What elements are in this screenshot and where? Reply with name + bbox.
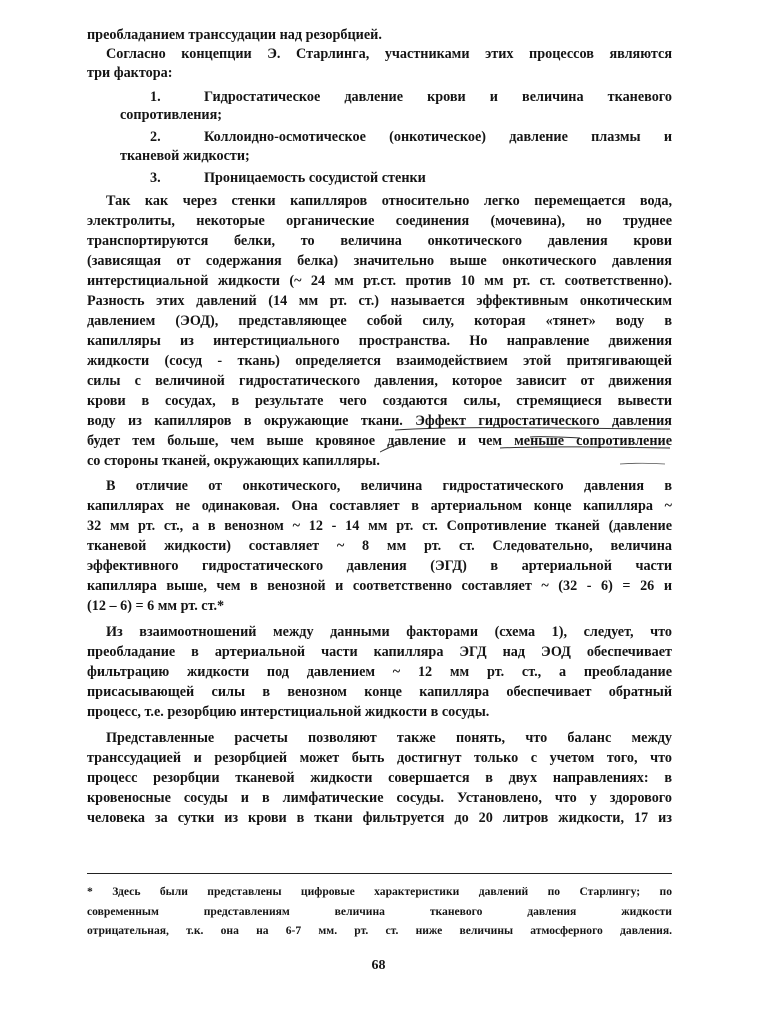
text-line: жидкости (сосуд - ткань) определяется взаимодействием этой притягивающей <box>87 353 672 369</box>
text-line: транссудацией и резорбцией может быть достигнут только с учетом того, что <box>87 750 672 766</box>
text-line: присасывающей силы в венозном конце капилляра обеспечивает обратный <box>87 684 672 700</box>
list-number: 3. <box>150 170 161 186</box>
list-item-text: Проницаемость сосудистой стенки <box>204 170 426 186</box>
text-line: человека за сутки из крови в ткани фильтруется до 20 литров жидкости, 17 из <box>87 810 672 826</box>
text-line: крови в сосудах, в результате чего создаются силы, стремящиеся вывести <box>87 393 672 409</box>
page-number: 68 <box>371 958 386 973</box>
text-line: Представленные расчеты позволяют также понять, что баланс между <box>106 730 672 746</box>
text-line: эффективного гидростатического давления (ЭГД) в артериальной части <box>87 558 672 574</box>
list-number: 2. <box>150 129 161 145</box>
text-line: капилляра выше, чем в венозной и соответственно составляет ~ (32 - 6) = 26 и <box>87 578 672 594</box>
text-line: фильтрацию жидкости под давлением ~ 12 мм рт. ст., а преобладание <box>87 664 672 680</box>
text-line: Разность этих давлений (14 мм рт. ст.) называется эффективным онкотическим <box>87 293 672 309</box>
list-item-text: Гидростатическое давление крови и величина тканевого <box>204 89 672 105</box>
text-line: со стороны тканей, окружающих капилляры. <box>87 453 380 469</box>
text-line: (12 – 6) = 6 мм рт. ст.* <box>87 598 225 614</box>
text-line: В отличие от онкотического, величина гидростатического давления в <box>106 478 672 494</box>
text-line: кровеносные сосуды и в лимфатические сосуды. Установлено, что у здорового <box>87 790 672 806</box>
text-line: интерстициальной жидкости (~ 24 мм рт.ст. против 10 мм рт. ст. соответственно). <box>87 273 672 289</box>
text-line: силы с величиной гидростатического давления, которое зависит от движения <box>87 373 672 389</box>
text-line: Так как через стенки капилляров относительно легко перемещается вода, <box>106 193 672 209</box>
footnote-line: * Здесь были представлены цифровые характеристики давлений по Старлингу; по <box>87 885 672 898</box>
text-line: будет тем больше, чем выше кровяное давление и чем меньше сопротивление <box>87 433 672 449</box>
text-line: преобладанием транссудации над резорбцией. <box>87 27 382 43</box>
list-item-text: Коллоидно-осмотическое (онкотическое) давление плазмы и <box>204 129 672 145</box>
text-line: Из взаимоотношений между данными факторами (схема 1), следует, что <box>106 624 672 640</box>
list-item-cont: тканевой жидкости; <box>120 148 250 164</box>
text-line: (зависящая от содержания белка) значительно выше онкотического давления <box>87 253 672 269</box>
footnote-line: современным представлениям величина тканевого давления жидкости <box>87 905 672 918</box>
text-line: давлением (ЭОД), представляющее собой силу, которая «тянет» воду в <box>87 313 672 329</box>
text-line: процесс, т.е. резорбцию интерстициальной жидкости в сосуды. <box>87 704 490 720</box>
text-line: 32 мм рт. ст., а в венозном ~ 12 - 14 мм рт. ст. Сопротивление тканей (давление <box>87 518 672 534</box>
text-line: транспортируются белки, то величина онкотического давления крови <box>87 233 672 249</box>
footnote-line: отрицательная, т.к. она на 6-7 мм. рт. ст. ниже величины атмосферного давления. <box>87 924 672 937</box>
text-line: три фактора: <box>87 65 173 81</box>
text-line: Согласно концепции Э. Старлинга, участниками этих процессов являются <box>106 46 672 62</box>
text-line: воду из капилляров в окружающие ткани. Эффект гидростатического давления <box>87 413 672 429</box>
list-item-cont: сопротивления; <box>120 107 222 123</box>
footnote-rule <box>87 873 672 874</box>
text-line: тканевой жидкости) составляет ~ 8 мм рт. ст. Следовательно, величина <box>87 538 672 554</box>
text-line: капилляры из интерстициального пространства. Но направление движения <box>87 333 672 349</box>
text-line: электролиты, некоторые органические соединения (мочевина), но труднее <box>87 213 672 229</box>
text-line: преобладание в артериальной части капилляра ЭГД над ЭОД обеспечивает <box>87 644 672 660</box>
text-line: процесс резорбции тканевой жидкости совершается в двух направлениях: в <box>87 770 672 786</box>
list-number: 1. <box>150 89 161 105</box>
text-line: капиллярах не одинаковая. Она составляет в артериальном конце капилляра ~ <box>87 498 672 514</box>
